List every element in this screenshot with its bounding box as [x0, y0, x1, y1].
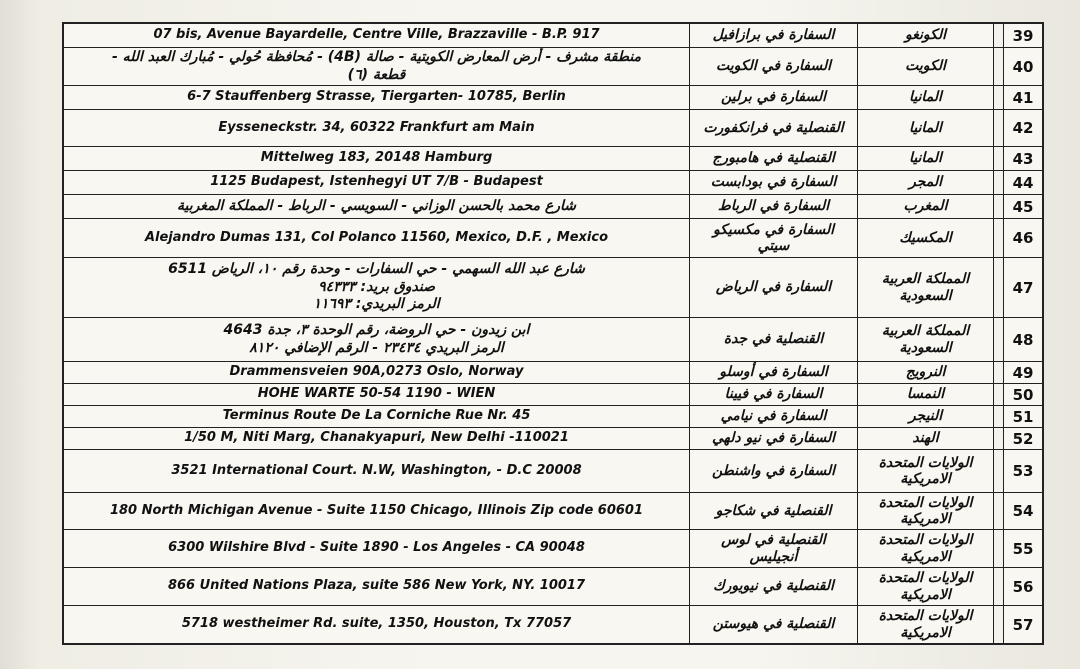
row-number-cell: 45	[1012, 197, 1034, 216]
spacer-cell	[994, 362, 1004, 383]
address-line: Mittelweg 183, 20148 Hamburg	[260, 150, 493, 166]
spacer-cell	[994, 171, 1004, 194]
country-cell: المكسيك	[858, 219, 994, 257]
embassy-cell: السفارة في نيو دلهي	[690, 428, 858, 449]
page-shadow	[0, 0, 40, 669]
address-line: 5718 westheimer Rd. suite, 1350, Houston, Tx 77057	[181, 616, 572, 632]
address-cell	[64, 48, 690, 85]
address-cell	[64, 606, 690, 643]
country-cell: الولايات المتحدة الامريكية	[858, 493, 994, 529]
embassy-cell: السفارة في فيينا	[690, 384, 858, 405]
embassy-cell: القنصلية في لوس أنجيليس	[690, 530, 858, 567]
embassy-cell: السفارة في برازافيل	[690, 24, 858, 47]
country-cell: المانيا	[858, 110, 994, 146]
address-cell	[64, 384, 690, 405]
row-number-cell: 55	[1012, 539, 1034, 558]
address-line: الرمز البريدي ٢٣٤٣٤ - الرقم الإضافي ٨١٢٠	[249, 339, 504, 356]
embassy-cell: القنصلية في نيويورك	[690, 568, 858, 605]
address-line: 180 North Michigan Avenue - Suite 1150 Chicago, Illinois Zip code 60601	[109, 502, 644, 518]
country-cell: النيجر	[858, 406, 994, 427]
address-cell	[64, 110, 690, 146]
row-number-cell: 54	[1012, 502, 1034, 520]
embassy-cell: السفارة في برلين	[690, 86, 858, 109]
spacer-cell	[994, 530, 1004, 567]
address-cell	[64, 318, 690, 361]
row-number-cell: 48	[1012, 330, 1034, 349]
spacer-cell	[994, 258, 1004, 317]
table-row	[64, 147, 1042, 171]
table-row	[64, 384, 1042, 406]
spacer-cell	[994, 428, 1004, 449]
spacer-cell	[994, 219, 1004, 257]
country-cell: النمسا	[858, 384, 994, 405]
spacer-cell	[994, 86, 1004, 109]
spacer-cell	[994, 606, 1004, 643]
table-row	[64, 219, 1042, 258]
country-cell: الولايات المتحدة الامريكية	[858, 450, 994, 492]
embassy-cell: القنصلية في شكاجو	[690, 493, 858, 529]
embassy-cell: السفارة في الرباط	[690, 195, 858, 218]
table-row	[64, 530, 1042, 568]
address-cell	[64, 86, 690, 109]
spacer-cell	[994, 384, 1004, 405]
row-number-cell: 49	[1012, 363, 1034, 382]
row-number-cell: 43	[1012, 149, 1034, 168]
table-row	[64, 171, 1042, 195]
table-row	[64, 606, 1042, 643]
address-cell	[64, 147, 690, 170]
table-row	[64, 406, 1042, 428]
row-number-cell: 42	[1012, 119, 1034, 137]
address-cell	[64, 450, 690, 492]
embassy-cell: القنصلية في جدة	[690, 318, 858, 361]
row-number-cell: 56	[1012, 577, 1034, 596]
table-row	[64, 24, 1042, 48]
address-line: 866 United Nations Plaza, suite 586 New York, NY. 10017	[167, 578, 586, 594]
spacer-cell	[994, 493, 1004, 529]
address-line: 3521 International Court. N.W, Washington, - D.C 20008	[171, 462, 582, 478]
table-row	[64, 48, 1042, 86]
table-row	[64, 110, 1042, 147]
table-row	[64, 362, 1042, 384]
address-cell	[64, 362, 690, 383]
row-number-cell: 41	[1012, 88, 1034, 107]
table-row	[64, 493, 1042, 530]
address-cell	[64, 568, 690, 605]
embassy-cell: السفارة في الرياض	[690, 258, 858, 317]
address-cell	[64, 171, 690, 194]
row-number-cell: 46	[1012, 229, 1034, 247]
row-number-cell: 47	[1012, 278, 1034, 297]
address-line: HOHE WARTE 50-54 1190 - WIEN	[257, 386, 496, 402]
table-row	[64, 318, 1042, 362]
embassy-cell: السفارة في أوسلو	[690, 362, 858, 383]
address-line: قطعة (٦)	[347, 66, 406, 83]
embassy-cell: السفارة في نيامي	[690, 406, 858, 427]
address-line: Terminus Route De La Corniche Rue Nr. 45	[222, 408, 531, 424]
embassy-cell: السفارة في الكويت	[690, 48, 858, 85]
spacer-cell	[994, 195, 1004, 218]
address-cell	[64, 195, 690, 218]
address-line: الرمز البريدي: ١١٦٩٣	[313, 296, 440, 313]
table-row	[64, 86, 1042, 110]
address-line: Eysseneckstr. 34, 60322 Frankfurt am Main	[218, 119, 535, 135]
embassy-cell: السفارة في بودابست	[690, 171, 858, 194]
row-number-cell: 39	[1012, 26, 1034, 45]
country-cell: المانيا	[858, 86, 994, 109]
country-cell: النرويج	[858, 362, 994, 383]
country-cell: الولايات المتحدة الامريكية	[858, 606, 994, 643]
address-line: ابن زيدون - حي الروضة، رقم الوحدة ٣، جدة 4643	[223, 321, 530, 338]
address-line: شارع عبد الله السهمي - حي السفارات - وحدة رقم ١٠، الرياض 6511	[168, 260, 585, 277]
table-row	[64, 428, 1042, 450]
spacer-cell	[994, 147, 1004, 170]
embassy-cell: القنصلية في هامبورج	[690, 147, 858, 170]
country-cell: الكويت	[858, 48, 994, 85]
address-cell	[64, 530, 690, 567]
spacer-cell	[994, 450, 1004, 492]
spacer-cell	[994, 110, 1004, 146]
table-row	[64, 568, 1042, 606]
embassy-cell: القنصلية في هيوستن	[690, 606, 858, 643]
spacer-cell	[994, 568, 1004, 605]
table-row	[64, 450, 1042, 493]
row-number-cell: 50	[1012, 385, 1034, 404]
country-cell: المملكة العربية السعودية	[858, 258, 994, 317]
country-cell: الولايات المتحدة الامريكية	[858, 568, 994, 605]
address-line: شارع محمد بالحسن الوزاني - السويسي - الرباط - المملكة المغربية	[177, 197, 576, 214]
address-line: 1125 Budapest, Istenhegyi UT 7/B - Budapest	[210, 174, 543, 190]
country-cell: الولايات المتحدة الامريكية	[858, 530, 994, 567]
embassy-cell: القنصلية في فرانكفورت	[690, 110, 858, 146]
country-cell: المجر	[858, 171, 994, 194]
spacer-cell	[994, 24, 1004, 47]
country-cell: الكونغو	[858, 24, 994, 47]
address-line: Drammensveien 90A,0273 Oslo, Norway	[229, 364, 524, 380]
address-line: 1/50 M, Niti Marg, Chanakyapuri, New Delhi -110021	[184, 430, 569, 446]
spacer-cell	[994, 406, 1004, 427]
row-number-cell: 57	[1012, 615, 1034, 634]
embassy-cell: السفارة في مكسيكو سيتي	[690, 219, 858, 257]
address-line: 07 bis, Avenue Bayardelle, Centre Ville, Brazzaville - B.P. 917	[153, 27, 600, 43]
country-cell: المانيا	[858, 147, 994, 170]
address-line: 6-7 Stauffenberg Strasse, Tiergarten- 10785, Berlin	[187, 89, 566, 105]
row-number-cell: 51	[1012, 407, 1034, 426]
address-line: منطقة مشرف - أرض المعارض الكويتية - صالة (4B) - مُحافظة حُولي - مُبارك العبد الله -	[111, 48, 642, 65]
address-line: 6300 Wilshire Blvd - Suite 1890 - Los Angeles - CA 90048	[168, 540, 585, 556]
row-number-cell: 52	[1012, 429, 1034, 448]
address-cell	[64, 493, 690, 529]
embassy-table	[62, 22, 1044, 645]
address-cell	[64, 24, 690, 47]
country-cell: المغرب	[858, 195, 994, 218]
table-row	[64, 195, 1042, 219]
address-cell	[64, 219, 690, 257]
spacer-cell	[994, 318, 1004, 361]
address-cell	[64, 258, 690, 317]
address-line: Alejandro Dumas 131, Col Polanco 11560, Mexico, D.F. , Mexico	[144, 229, 609, 245]
row-number-cell: 44	[1012, 173, 1034, 192]
address-line: صندوق بريد: ٩٤٣٣٣	[318, 278, 435, 295]
address-cell	[64, 406, 690, 427]
address-cell	[64, 428, 690, 449]
table-row	[64, 258, 1042, 318]
row-number-cell: 53	[1012, 462, 1034, 480]
spacer-cell	[994, 48, 1004, 85]
country-cell: الهند	[858, 428, 994, 449]
country-cell: المملكة العربية السعودية	[858, 318, 994, 361]
embassy-cell: السفارة في واشنطن	[690, 450, 858, 492]
row-number-cell: 40	[1012, 57, 1034, 76]
